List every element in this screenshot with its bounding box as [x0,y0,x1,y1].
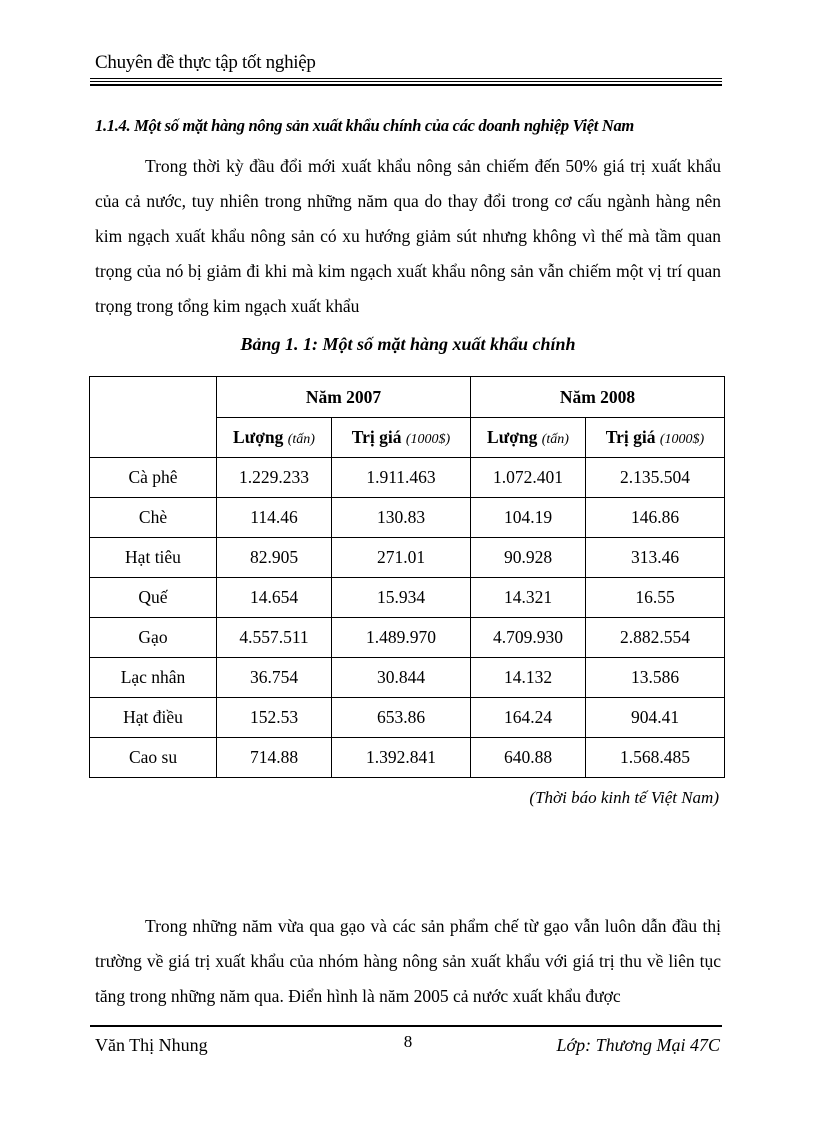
table-row [90,538,725,578]
value-2007-cell: 653.86 [332,698,471,738]
blank-header-cell [90,377,217,458]
value-2007-cell: 271.01 [332,538,471,578]
qty-2008-cell: 640.88 [471,738,586,778]
value-header-2008 [586,418,725,458]
table-row [90,458,725,498]
qty-2007-cell: 152.53 [217,698,332,738]
product-name-cell: Lạc nhân [90,658,217,698]
product-name-cell: Gạo [90,618,217,658]
qty-2008-cell: 1.072.401 [471,458,586,498]
value-unit: (1000$) [659,432,705,447]
value-2008-cell: 2.882.554 [586,618,725,658]
intro-paragraph: Trong thời kỳ đầu đổi mới xuất khẩu nông sản chiếm đến 50% giá trị xuất khẩu của cả nước, tuy nhiên trong những năm qua do thay đổi trong cơ cấu ngành hàng nên kim ngạch xuất khẩu nông sản có xu hướng giảm sút nhưng không vì thế mà tầm quan trọng của nó bị giảm đi khi mà kim ngạch xuất khẩu nông sản vẫn chiếm một vị trí quan trọng trong tổng kim ngạch xuất khẩu [95,156,721,316]
product-name-cell: Hạt điều [90,698,217,738]
value-2008-cell: 13.586 [586,658,725,698]
table-caption: Bảng 1. 1: Một số mặt hàng xuất khẩu chính [240,334,576,354]
header-rule [90,84,722,86]
qty-2007-cell: 82.905 [217,538,332,578]
product-name-cell: Cao su [90,738,217,778]
value-2007-cell: 1.489.970 [332,618,471,658]
export-table [89,376,725,778]
table-row [90,738,725,778]
qty-2007-cell: 114.46 [217,498,332,538]
qty-2007-cell: 4.557.511 [217,618,332,658]
qty-2008-cell: 14.132 [471,658,586,698]
page-number: 8 [403,1032,413,1051]
value-unit: (1000$) [405,432,451,447]
qty-2007-cell: 36.754 [217,658,332,698]
qty-2007-cell: 14.654 [217,578,332,618]
value-2007-cell: 1.911.463 [332,458,471,498]
value-2008-cell: 1.568.485 [586,738,725,778]
value-label: Trị giá [605,427,656,447]
qty-unit: (tấn) [287,432,315,447]
value-2007-cell: 30.844 [332,658,471,698]
qty-label: Lượng [233,427,284,447]
footer-class: Lớp: Thương Mại 47C [556,1035,720,1055]
value-2008-cell: 2.135.504 [586,458,725,498]
value-2007-cell: 130.83 [332,498,471,538]
table-row [90,698,725,738]
qty-2008-cell: 90.928 [471,538,586,578]
table-header-row [90,377,725,418]
value-header-2007 [332,418,471,458]
qty-2007-cell: 1.229.233 [217,458,332,498]
year-2008-header: Năm 2008 [471,377,725,418]
body-paragraph: Trong những năm vừa qua gạo và các sản phẩm chế từ gạo vẫn luôn dẫn đầu thị trường về giá trị xuất khẩu của nhóm hàng nông sản xuất khẩu với giá trị thu về liên tục tăng trong những năm qua. Điển hình là năm 2005 cả nước xuất khẩu được [95,916,721,1006]
product-name-cell: Quế [90,578,217,618]
table-row [90,578,725,618]
value-2008-cell: 146.86 [586,498,725,538]
page-header-title: Chuyên đề thực tập tốt nghiệp [95,52,316,73]
qty-2007-cell: 714.88 [217,738,332,778]
table-row [90,658,725,698]
section-heading: 1.1.4. Một số mặt hàng nông sản xuất khẩu chính của các doanh nghiệp Việt Nam [95,116,634,135]
header-rule [90,78,722,79]
table-source: (Thời báo kinh tế Việt Nam) [529,788,719,807]
value-2007-cell: 1.392.841 [332,738,471,778]
footer-rule [90,1025,722,1027]
table-row [90,618,725,658]
footer-author: Văn Thị Nhung [95,1035,208,1055]
qty-header-2008 [471,418,586,458]
header-rule [90,81,722,82]
qty-header-2007 [217,418,332,458]
qty-label: Lượng [487,427,538,447]
qty-2008-cell: 164.24 [471,698,586,738]
qty-2008-cell: 14.321 [471,578,586,618]
qty-2008-cell: 4.709.930 [471,618,586,658]
qty-unit: (tấn) [541,432,569,447]
table-row [90,498,725,538]
year-2007-header: Năm 2007 [217,377,471,418]
product-name-cell: Hạt tiêu [90,538,217,578]
value-2007-cell: 15.934 [332,578,471,618]
qty-2008-cell: 104.19 [471,498,586,538]
value-2008-cell: 313.46 [586,538,725,578]
product-name-cell: Chè [90,498,217,538]
value-label: Trị giá [351,427,402,447]
product-name-cell: Cà phê [90,458,217,498]
value-2008-cell: 16.55 [586,578,725,618]
value-2008-cell: 904.41 [586,698,725,738]
